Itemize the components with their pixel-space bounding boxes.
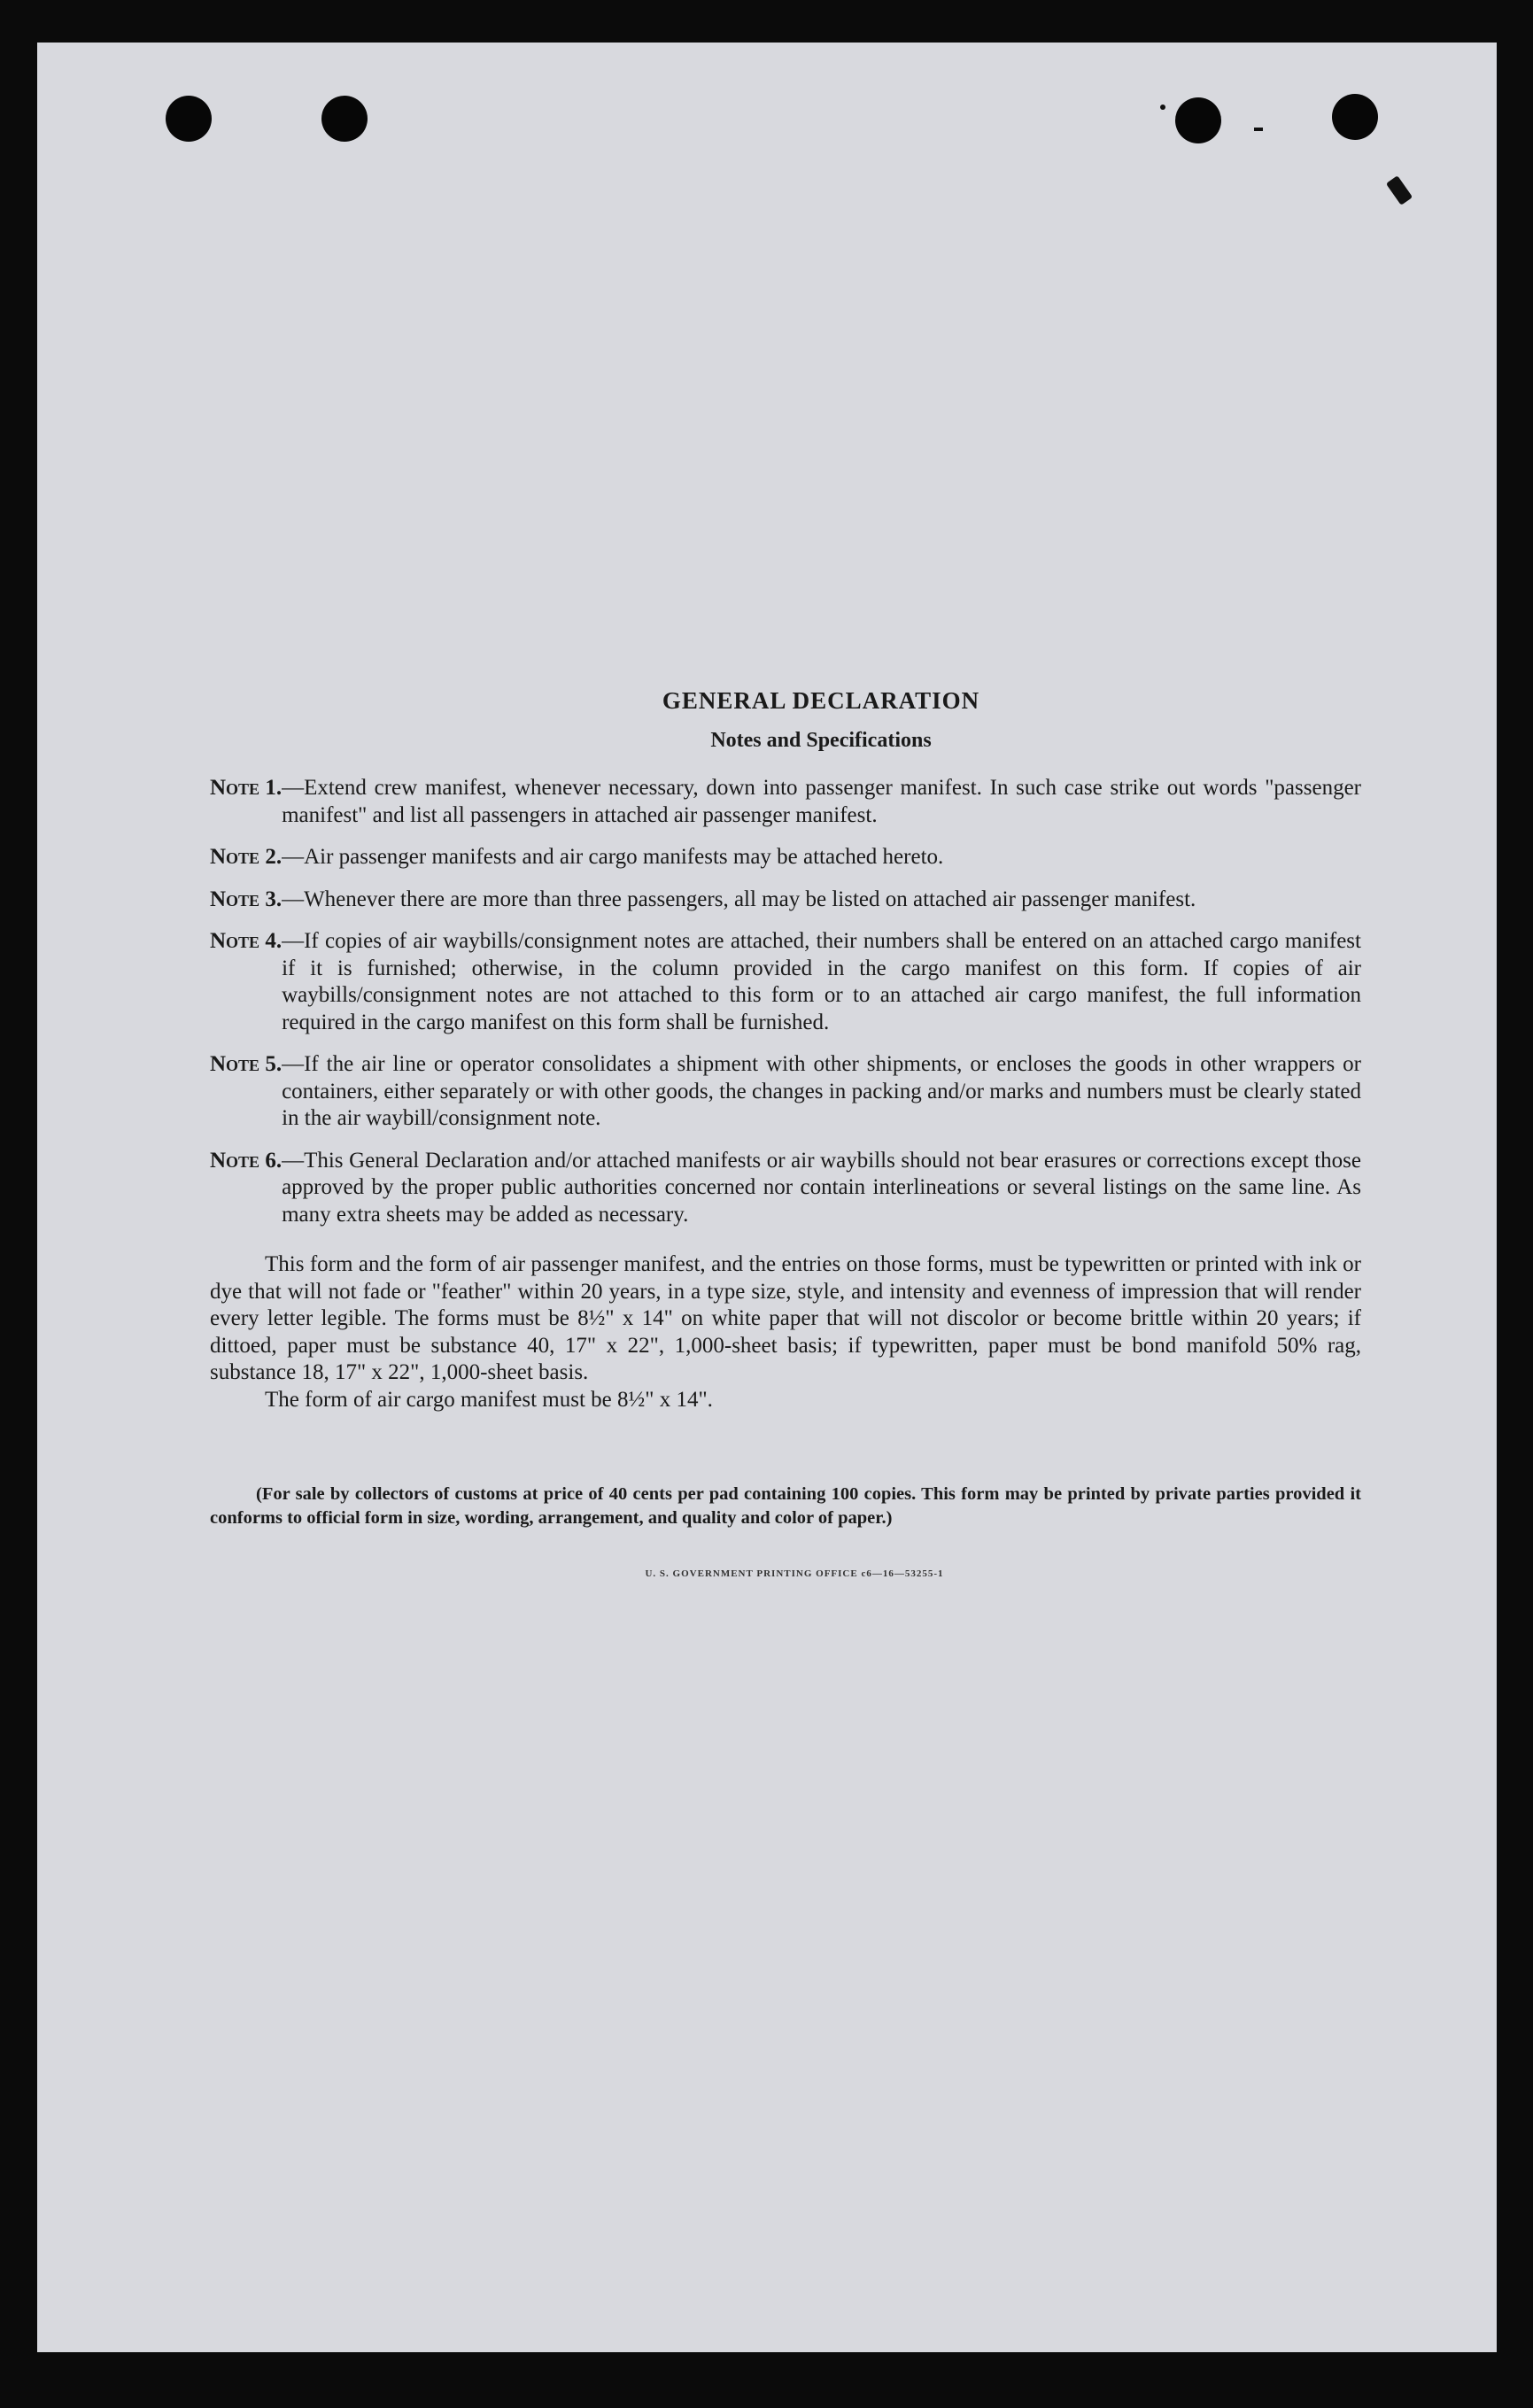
note-text: —If copies of air waybills/consignment notes are attached, their numbers shall be entered on an attached cargo manifest if it is furnished; otherwise, in the column provided in the cargo manifest on this form. If copies of air waybills/consignment notes are not attached to this form or to an attached air cargo manifest, the full information required in the cargo manifest on this form shall be furnished. — [282, 929, 1361, 1034]
punch-hole-left — [166, 96, 212, 142]
note-label: Note 1. — [210, 776, 283, 800]
note-text: —Extend crew manifest, whenever necessary, down into passenger manifest. In such case strike out words "passenger manifest" and list all passengers in attached air passenger manifest. — [282, 776, 1361, 827]
note-label: Note 5. — [210, 1052, 283, 1076]
paper-sheet — [37, 43, 1497, 2352]
note-item — [210, 1148, 1361, 1229]
sale-notice: (For sale by collectors of customs at price of 40 cents per pad containing 100 copies. This form may be printed by private parties provided it conforms to official form in size, wording, arrangement, and quality and color of paper.) — [210, 1484, 1361, 1528]
note-item — [210, 1051, 1361, 1133]
note-text: —Air passenger manifests and air cargo manifests may be attached hereto. — [282, 845, 944, 869]
note-item — [210, 928, 1361, 1036]
note-item — [210, 887, 1361, 914]
specification-paragraph: This form and the form of air passenger manifest, and the entries on those forms, must be typewritten or printed with ink or dye that will not fade or "feather" within 20 years, in a type size, style, and intensity and evenness of impression that will render every letter legible. The forms must be 8½" x 14" on white paper that will not discolor or become brittle within 20 years; if dittoed, paper must be substance 40, 17" x 22", 1,000-sheet basis; if typewritten, paper must be bond manifold 50% rag, substance 18, 17" x 22", 1,000-sheet basis. — [210, 1252, 1361, 1384]
note-text: —Whenever there are more than three passengers, all may be listed on attached air passenger manifest. — [282, 887, 1196, 911]
document-subtitle: Notes and Specifications — [710, 728, 932, 752]
declaration-text — [210, 687, 1361, 1588]
note-text: —This General Declaration and/or attached manifests or air waybills should not bear erasures or corrections except those approved by the proper public authorities concerned nor contain interlineations or several listings on the same line. As many extra sheets may be added as necessary. — [282, 1148, 1361, 1227]
ink-speck — [1254, 128, 1263, 131]
punch-hole-right — [1332, 94, 1378, 140]
note-item — [210, 775, 1361, 829]
note-text: —If the air line or operator consolidates a shipment with other shipments, or encloses the goods in other wrappers or containers, either separately or with other goods, the changes in packing and/or marks and numbers must be clearly stated in the air waybill/consignment note. — [282, 1052, 1361, 1130]
note-label: Note 2. — [210, 845, 283, 869]
note-item — [210, 844, 1361, 871]
punch-hole-center-left — [321, 96, 368, 142]
note-label: Note 3. — [210, 887, 283, 911]
ink-mark — [1386, 175, 1413, 205]
note-label: Note 4. — [210, 929, 283, 953]
punch-hole-center-right — [1175, 97, 1221, 143]
cargo-size-sentence: The form of air cargo manifest must be 8½" x 14". — [265, 1387, 713, 1412]
printing-office-imprint: U. S. GOVERNMENT PRINTING OFFICE c6—16—53255-1 — [645, 1568, 944, 1579]
note-label: Note 6. — [210, 1148, 283, 1173]
ink-speck — [1160, 105, 1165, 110]
document-title: GENERAL DECLARATION — [662, 687, 980, 714]
